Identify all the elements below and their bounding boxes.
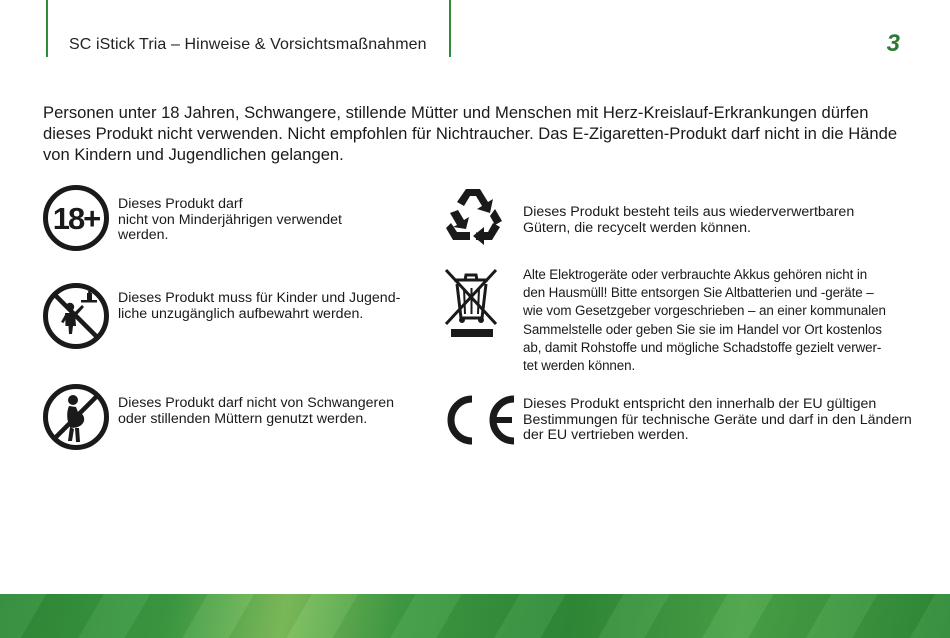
notice-line: Gütern, die recycelt werden können. — [523, 219, 751, 236]
notice-line: den Hausmüll! Bitte entsorgen Sie Altbatterien und -geräte – — [523, 285, 874, 301]
recycle-icon — [440, 183, 508, 251]
header-left-rule — [46, 0, 48, 57]
notice-line: Alte Elektrogeräte oder verbrauchte Akkus gehören nicht in — [523, 267, 868, 282]
notice-line: nicht von Minderjährigen verwendet — [118, 211, 342, 228]
notice-line: oder stillenden Müttern genutzt werden. — [118, 410, 368, 427]
notice-weee-text — [523, 266, 886, 375]
notice-line: werden. — [118, 227, 169, 244]
18-plus-icon — [42, 184, 110, 252]
notice-line: tet werden können. — [523, 358, 636, 374]
notice-ce-text — [523, 397, 912, 444]
ce-mark-icon — [444, 394, 518, 446]
notice-pregnant-text — [118, 396, 394, 427]
notice-line: Dieses Produkt muss für Kinder und Jugend- — [118, 290, 401, 306]
header-title: SC iStick Tria – Hinweise & Vorsichtsmaßnahmen — [69, 36, 427, 53]
keep-away-from-children-icon — [42, 282, 110, 350]
intro-paragraph: Personen unter 18 Jahren, Schwangere, stillende Mütter und Menschen mit Herz-Kreislauf-Erkrankungen dürfen dieses Produkt nicht verwenden. Nicht empfohlen für Nichtraucher. Das E-Zigaretten-Produkt darf nicht in die Hände von Kindern und Jugendlichen gelangen. — [43, 103, 898, 164]
notice-line: wie vom Gesetzgeber vorgeschrieben – an einer kommunalen — [523, 303, 886, 319]
notice-line: liche unzugänglich aufbewahrt werden. — [118, 305, 364, 322]
page-number: 3 — [886, 30, 900, 57]
crossed-out-bin-icon — [444, 266, 500, 340]
18-plus-icon-label: 18+ — [52, 201, 100, 236]
no-pregnant-icon — [42, 383, 110, 451]
notice-line: Dieses Produkt darf — [118, 196, 243, 212]
notice-line: Dieses Produkt entspricht den innerhalb der EU gültigen — [523, 396, 877, 412]
notice-age-text — [118, 197, 342, 244]
footer-band — [0, 594, 950, 638]
notice-recycle-text — [523, 205, 854, 236]
notice-line: Dieses Produkt besteht teils aus wiederverwertbaren — [523, 204, 855, 220]
header-right-rule — [449, 0, 451, 57]
notice-line: Dieses Produkt darf nicht von Schwangeren — [118, 395, 395, 411]
notice-line: der EU vertrieben werden. — [523, 427, 689, 444]
notice-line: Bestimmungen für technische Geräte und darf in den Ländern — [523, 411, 912, 428]
notice-line: ab, damit Rohstoffe und mögliche Schadstoffe gezielt verwer- — [523, 339, 882, 355]
notice-line: Sammelstelle oder geben Sie sie im Handel vor Ort kostenlos — [523, 321, 882, 337]
notice-children-text — [118, 291, 400, 322]
